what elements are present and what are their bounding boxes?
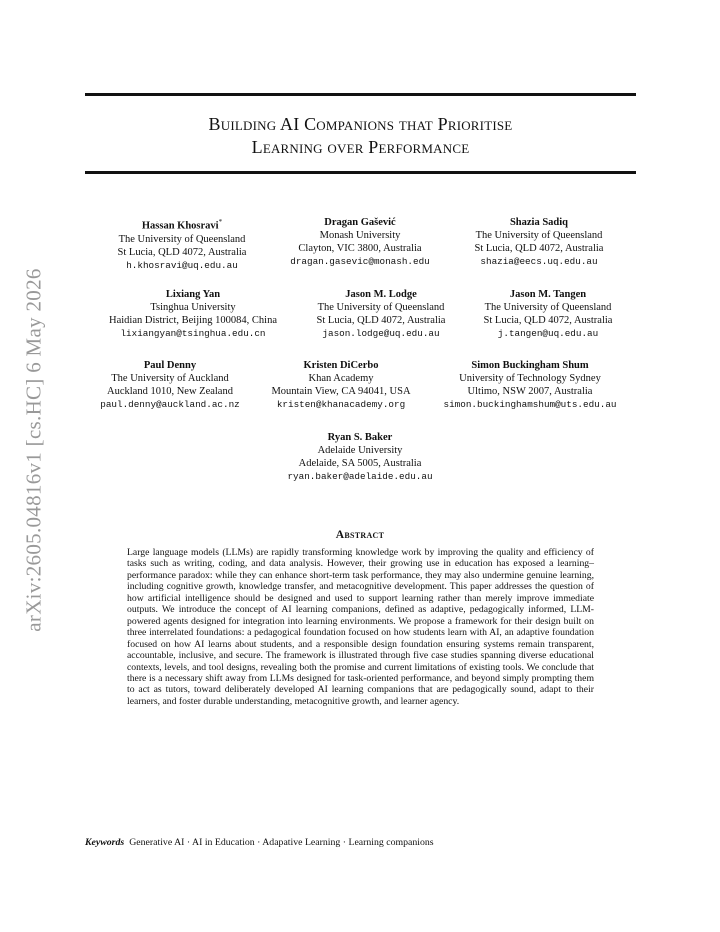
author-block	[109, 288, 277, 340]
author-email[interactable]: dragan.gasevic@monash.edu	[290, 256, 430, 267]
author-name: Lixiang Yan	[165, 289, 221, 300]
abstract-heading: Abstract	[335, 529, 385, 541]
author-email[interactable]: paul.denny@auckland.ac.nz	[100, 399, 240, 410]
author-name: Hassan Khosravi*	[141, 218, 223, 232]
author-email[interactable]: jason.lodge@uq.edu.au	[322, 328, 440, 339]
author-name: Shazia Sadiq	[509, 217, 569, 228]
author-address: St Lucia, QLD 4072, Australia	[316, 315, 446, 326]
author-affiliation: The University of Queensland	[118, 233, 246, 245]
author-email[interactable]: kristen@khanacademy.org	[276, 399, 406, 410]
author-affiliation: Khan Academy	[308, 373, 374, 384]
title-line-2: Learning over Performance	[251, 137, 470, 157]
author-address: Mountain View, CA 94041, USA	[271, 386, 411, 397]
author-address: St Lucia, QLD 4072, Australia	[483, 315, 613, 326]
author-affiliation: The University of Auckland	[111, 373, 229, 384]
author-affiliation: Adelaide University	[317, 445, 403, 456]
author-address: Adelaide, SA 5005, Australia	[298, 458, 422, 469]
author-block	[475, 216, 604, 268]
title-bottom-rule	[85, 171, 636, 174]
author-affiliation: Monash University	[319, 230, 401, 241]
author-affiliation: The University of Queensland	[317, 302, 445, 313]
author-block	[317, 288, 446, 340]
title-top-rule	[85, 93, 636, 96]
author-email[interactable]: simon.buckinghamshum@uts.edu.au	[443, 399, 617, 410]
author-name: Dragan Gašević	[324, 217, 396, 228]
author-email[interactable]: shazia@eecs.uq.edu.au	[480, 256, 598, 267]
keywords-text: Generative AI · AI in Education · Adapative Learning · Learning companions	[129, 837, 434, 848]
author-affiliation: University of Technology Sydney	[459, 373, 601, 384]
author-email[interactable]: h.khosravi@uq.edu.au	[126, 259, 238, 271]
author-email[interactable]: j.tangen@uq.edu.au	[497, 328, 599, 339]
author-block	[290, 216, 429, 268]
keywords-line	[85, 837, 645, 848]
author-block	[484, 288, 613, 340]
author-address: Ultimo, NSW 2007, Australia	[467, 386, 593, 397]
arxiv-identifier: arXiv:2605.04816v1 [cs.HC] 6 May 2026	[21, 268, 46, 632]
author-block	[271, 359, 410, 411]
title-line-1: Building AI Companions that Prioritise	[208, 114, 513, 134]
author-address: Auckland 1010, New Zealand	[107, 386, 233, 397]
author-name: Kristen DiCerbo	[303, 360, 379, 371]
author-name: Jason M. Tangen	[509, 289, 587, 300]
abstract-body: Large language models (LLMs) are rapidly transforming knowledge work by improving the quality and efficiency of tasks such as writing, coding, and data analysis. However, their growing use in education has exposed a learning–performance paradox: while they can enhance short-term task performance, they may also undermine genuine learning, including cognitive growth, knowledge transfer, and metacognitive development. This paper addresses the question of how artificial intelligence should be designed and used to support learning rather than merely improve immediate outputs. We introduce the concept of AI learning companions, defined as adaptive, pedagogically informed, LLM-powered agents designed for integration into learning environments. We propose a framework for their design built on three interrelated foundations: a pedagogical foundation focused on how students learn with AI, an adaptive foundation focused on how AI learns about students, and a responsible design foundation ensuring systems remain transparent, accountable, inclusive, and secure. The framework is illustrated through five case studies spanning diverse educational contexts, levels, and tool designs, revealing both the promise and current limitations of existing tools. We conclude that there is a necessary shift away from LLMs designed for task-oriented performance, and beyond simply prompting them to act as tutors, toward deliberately developed AI learning companions that are pedagogically sound, adapt to their learners, and foster durable understanding, metacognitive growth, and learner agency.	[127, 547, 594, 707]
author-block	[444, 359, 617, 411]
author-affiliation: The University of Queensland	[475, 230, 603, 241]
author-email[interactable]: lixiangyan@tsinghua.edu.cn	[120, 328, 266, 339]
author-email[interactable]: ryan.baker@adelaide.edu.au	[287, 471, 433, 482]
author-affiliation: Tsinghua University	[150, 302, 236, 313]
author-name: Ryan S. Baker	[327, 432, 393, 443]
keywords-label: Keywords	[85, 837, 125, 848]
author-address: St Lucia, QLD 4072, Australia	[117, 246, 247, 258]
author-address: Clayton, VIC 3800, Australia	[298, 243, 422, 254]
author-block	[287, 431, 432, 483]
paper-title	[85, 113, 636, 159]
author-block	[100, 359, 239, 411]
author-affiliation: The University of Queensland	[484, 302, 612, 313]
author-address: St Lucia, QLD 4072, Australia	[474, 243, 604, 254]
author-block	[118, 216, 247, 272]
author-name: Simon Buckingham Shum	[471, 360, 589, 371]
author-name: Paul Denny	[143, 360, 197, 371]
author-address: Haidian District, Beijing 100084, China	[109, 315, 277, 326]
author-name: Jason M. Lodge	[345, 289, 417, 300]
